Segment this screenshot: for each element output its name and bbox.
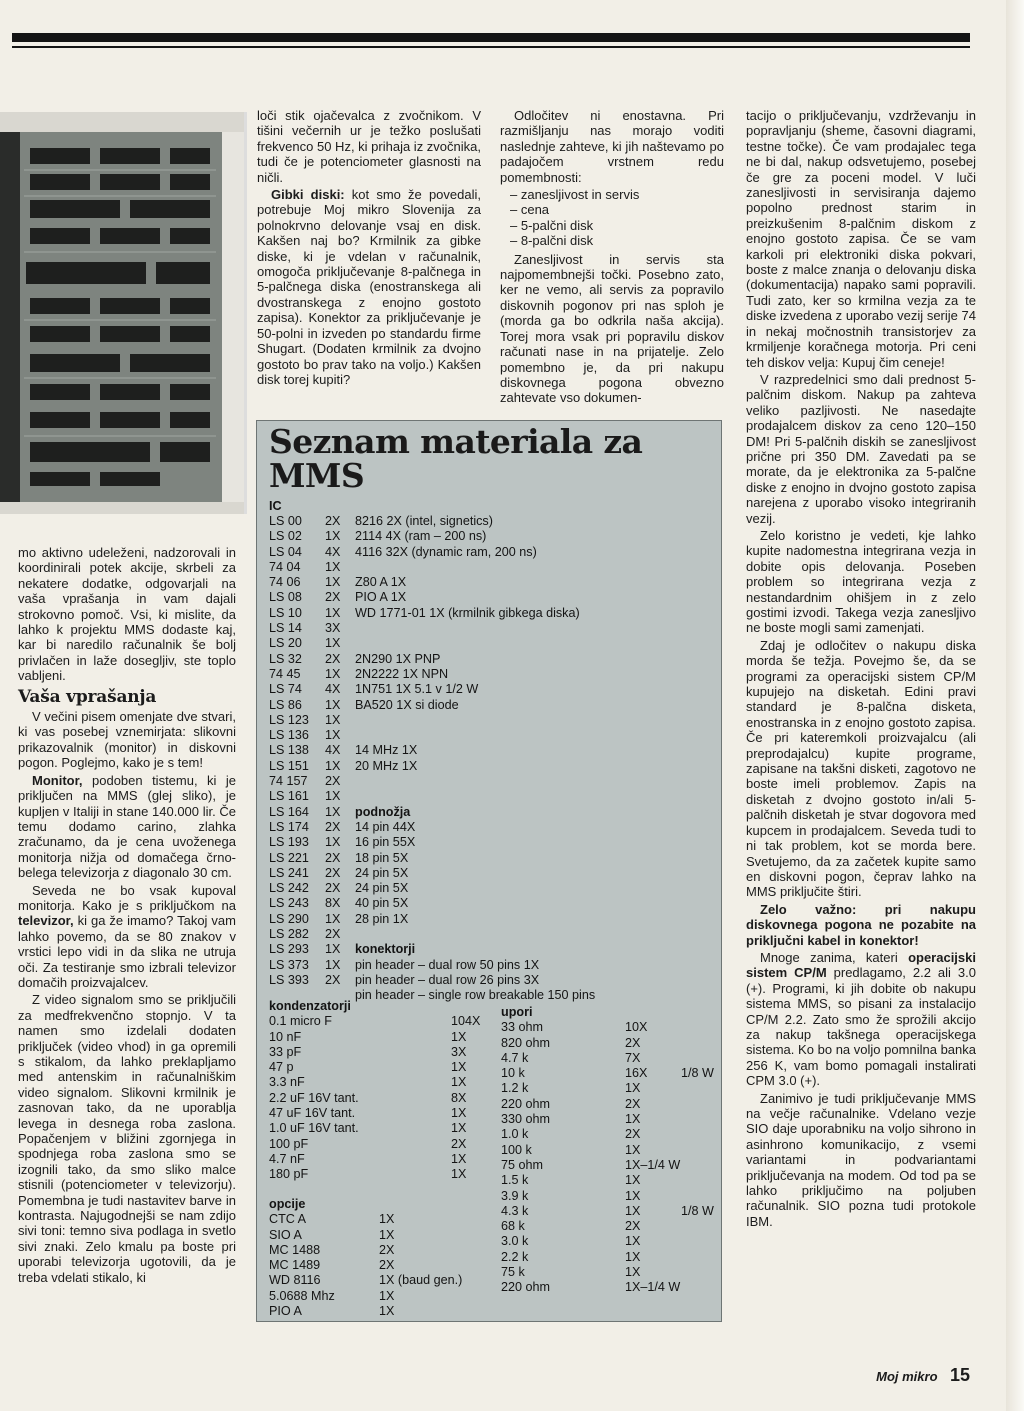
table-cell: 1X [325,575,341,590]
col2-paragraph-disks [257,187,481,387]
column-4 [746,108,976,1231]
table-cell: 1X [625,1112,641,1127]
table-cell: 2X [625,1127,641,1142]
table-cell: 1X [451,1151,467,1166]
table-cell: 1X [625,1265,641,1280]
table-row [269,1304,499,1319]
table-row [501,1081,711,1096]
table-cell: 2X [625,1035,641,1050]
table-cell: 3.3 nF [269,1075,305,1090]
table-cell: 16 pin 55X [355,835,416,850]
table-cell: 1X [451,1029,467,1044]
table-row [269,1152,499,1167]
table-cell: LS 393 [269,972,309,987]
table-cell: 1X [325,804,341,819]
options-section [269,1197,499,1319]
table-cell: 3.0 k [501,1234,529,1249]
table-cell: WD 8116 [269,1273,321,1288]
table-cell: 2N2222 1X NPN [355,666,449,681]
table-cell: LS 174 [269,819,309,834]
table-row [501,1051,711,1066]
table-cell: 1/8 W [681,1066,714,1081]
table-cell: 7X [625,1050,641,1065]
table-cell: 14 MHz 1X [355,743,418,758]
table-cell: LS 293 [269,942,309,957]
table-cell: 33 ohm [501,1020,544,1035]
table-cell: 1X [625,1081,641,1096]
table-cell: LS 136 [269,728,309,743]
table-cell: 1X [325,942,341,957]
table-row [501,1066,714,1081]
table-cell: 1X [325,666,341,681]
table-cell: 2114 4X (ram – 200 ns) [355,529,487,544]
table-cell: Z80 A 1X [355,575,407,590]
table-row [501,1112,711,1127]
table-row [501,1203,714,1219]
table-cell: SIO A [269,1227,302,1242]
bold-term: Zelo važno: pri nakupu diskovnega pogona ne pozabite na priključni kabel in konektor! [746,901,976,948]
table-row [269,1167,499,1182]
col1-intro: mo aktivno udeleženi, nadzorovali in koordinirali potek akcije, skrbeli za nekatere dodatke, odgovarjali na vaša vprašanja in vam dajali strokovno pomoč. Vsi, ki mislite, da lahko k projektu MMS dodaste kaj, kar bi naredilo računalnik še bolj privlačen in laže dosegljiv, ste toplo vabljeni. [18,545,236,684]
table-cell: 5.0688 Mhz [269,1288,335,1303]
table-row [501,1250,711,1265]
page-number: 15 [949,1365,970,1385]
table-cell: 2X [325,819,341,834]
table-cell: 8X [325,896,341,911]
capacitors-label: kondenzatorji [269,999,351,1013]
table-cell: 1X [379,1288,395,1303]
options-table [269,1212,499,1319]
table-cell: 1X [325,636,341,651]
table-cell: 8216 2X (intel, signetics) [355,514,493,528]
table-cell: 74 06 [269,575,301,590]
circuit-board-image [0,112,244,514]
col2-paragraph: loči stik ojačevalca z zvočnikom. V tišini večernih ur je težko poslušati frekvenco 50 Hz, ki prihaja iz zvočnika, tudi če je potenciometer glasnosti na ničli. [257,108,481,185]
col4-paragraph: tacijo o priključevanju, vzdrževanju in popravljanju (sheme, časovni diagrami, testne točke). Če vam prodajalec tega ne bi dal, nakup odsvetujemo, posebej če gre za poceni model. V luči zanesljivosti in servisiranja dajemo popolno prednost starim in preizkušenim 8-palčnim diskom z enojno gostoto zapisa. Če se vam karkoli pri elektroniki diska pokvari, boste z malce znanja o delovanju diska (dokumentacija) napako sami popravili. Tudi zato, ker so krmilna vezja za te diske izvedena z uporabo vezij serije 74 in nekaj močnostnih transistorjev za krmiljenje koračnega motorja. Pri ceni teh diskov velja: Kupuj čim ceneje! [746,108,976,370]
table-cell: 2X [325,850,341,865]
table-cell: LS 02 [269,529,302,544]
table-row [269,1106,499,1121]
table-cell: 0.1 micro F [269,1014,332,1029]
table-cell: 24 pin 5X [355,865,409,880]
table-row [501,1234,711,1249]
table-row [269,1273,499,1288]
table-row [269,1258,499,1273]
table-cell: 8X [451,1090,467,1105]
table-cell: LS 164 [269,804,309,819]
table-cell: 2.2 uF 16V tant. [269,1090,359,1105]
table-cell: WD 1771-01 1X (krmilnik gibkega diska) [355,605,580,620]
table-row [269,1045,499,1060]
table-cell: 20 MHz 1X [355,758,418,773]
table-cell: LS 282 [269,927,309,942]
table-cell: 2X [379,1258,395,1273]
paragraph-text: kot smo že povedali, potrebuje Moj mikro Slovenija za polnokrvno delovanje vsaj en disk. Kakšen naj bo? Krmilnik za gibke diske, ki je vdelan v računalnik, omogoča priključevanje 8-palčnega in 5-palčnega diska (enostranskega ali dvostranskega z enojno gostoto zapisa). Konektor za priključevanje je 50-polni in izveden po standardu firme Shugart. (Dodaten krmilnik za dvojno gostoto bo prav tako na voljo.) Kakšen disk torej kupiti? [257,187,481,387]
table-cell: 4.3 k [501,1203,529,1218]
table-cell: pin header – dual row 50 pins 1X [355,957,540,972]
table-cell: 33 pF [269,1044,302,1059]
table-cell: 1X [379,1212,395,1227]
table-cell: 2X [325,865,341,880]
bold-term: televizor, [18,913,74,929]
table-row [269,1228,499,1243]
table-cell: 1X–1/4 W [625,1157,681,1172]
table-cell: 1X [325,728,341,743]
table-cell: LS 20 [269,636,302,651]
col4-paragraph: Zdaj je odločitev o nakupu diska morda še težja. Povejmo še, da se programi za operacijski sistem CP/M kupujejo na disketah. Edini pravi standard je 8-palčna disketa, enostranska in z enojno gostoto zapisa. Če pri kateremkoli proizvajalcu (ali preprodajalcu) kupite programe, zapisane na takšni disketi, zagotovo ne boste imeli problemov. Zapis na disketah z dvojno gostoto in/ali 5-palčnih disketah je stvar dogovora med kupcem in prodajalcem. Seveda tudi to ni tak problem, kot se morda bere. Svetujemo, da za začetek kupite samo en diskovni pogon, čeprav lahko na MMS priključite štiri. [746,637,976,900]
table-cell: LS 193 [269,835,309,850]
table-cell: 4X [325,544,341,559]
table-cell: 1X [325,957,341,972]
table-cell: 1X [325,911,341,926]
table-cell: LS 74 [269,682,302,697]
bold-term: Gibki diski: [271,187,345,203]
table-cell: 1X [379,1227,395,1242]
table-cell: PIO A [269,1304,302,1319]
materials-list-box [256,420,722,1322]
table-cell: 1X [625,1249,641,1264]
table-cell: 1X [625,1173,641,1188]
table-row [501,1097,711,1112]
table-cell: 1X [625,1142,641,1157]
table-cell: 2X [325,972,341,987]
table-cell: 47 uF 16V tant. [269,1106,356,1121]
table-cell: LS 08 [269,590,302,605]
top-rule [12,33,970,42]
paragraph-text: predlagamo, 2.2 ali 3.0 (+). Programi, ki jih dobite ob nakupu sistema MMS, so pisani za instalacijo CP/M 2.2. Zato smo že sprožili akcijo za nakup takšnega operacijskega sistema. Ko bo na voljo pomnilna banka 256 K, vam bomo pomagali instalirati CPM 3.0 (+). [746,965,976,1089]
table-cell: 1X–1/4 W [625,1280,681,1295]
table-row [501,1158,711,1173]
table-cell: LS 32 [269,651,302,666]
table-cell: 10X [625,1020,648,1035]
table-cell: MC 1488 [269,1242,321,1257]
table-cell: CTC A [269,1212,307,1227]
table-cell: 1X (baud gen.) [379,1273,463,1288]
col1-paragraph-tv [18,883,236,991]
table-cell: 1X [625,1203,641,1218]
table-cell: LS 14 [269,621,302,636]
table-cell: LS 138 [269,743,309,758]
table-row [501,1173,711,1188]
table-cell: konektorji [355,942,416,957]
table-cell: 180 pF [269,1167,309,1182]
list-item: – zanesljivost in servis [510,187,724,202]
table-cell: 2X [325,514,341,528]
table-cell: LS 221 [269,850,309,865]
table-row [269,1014,499,1029]
table-cell: 14 pin 44X [355,819,416,834]
table-cell: LS 10 [269,605,302,620]
table-cell: 28 pin 1X [355,911,409,926]
col1-paragraph-monitor [18,773,236,881]
col3-paragraph: Zanesljivost in servis sta najpomembnejši točki. Posebno zato, ker ne vemo, ali servis za popravilo diskovnih pogonov pri nas sploh je (morda ga bo odkrila naša akcija). Torej mora vsak pri popravilu diskov računati nase in na prijatelje. Zelo pomembno je, da pri nakupu diskovnega pogona obvezno zahtevate vso dokumen- [500,251,724,406]
table-cell: 2X [625,1219,641,1234]
table-cell: 68 k [501,1219,525,1234]
table-row [501,1143,711,1158]
table-row [269,1212,499,1227]
page-edge [1006,0,1024,1411]
resistors-table [501,1020,714,1295]
table-row [501,1189,711,1204]
table-cell: 24 pin 5X [355,881,409,896]
list-item: – cena [510,202,724,217]
table-cell: pin header – single row breakable 150 pins [355,988,596,1003]
table-row [269,1030,499,1045]
col1-paragraph: V večini pisem omenjate dve stvari, ki vas posebej vznemirjata: slikovni prikazovalnik (monitor) in diskovni pogon. Poglejmo, kako je s tem! [18,709,236,771]
list-item: – 5-palčni disk [510,218,724,233]
table-cell: 1/8 W [681,1203,714,1218]
table-cell: 4X [325,682,341,697]
table-cell: 4116 32X (dynamic ram, 200 ns) [355,544,537,559]
table-cell: 18 pin 5X [355,850,409,865]
paragraph-text: Mnoge zanima, kateri [760,949,909,965]
table-cell: 1X [625,1188,641,1203]
table-cell: 1X [325,559,341,574]
paragraph-text: podoben tistemu, ki je priključen na MMS (glej sliko), je kupljen v Italiji in stane 140.000 lir. Če temu dodamo carino, zlahka zračunamo, da je cena uvoženega monitorja nižja od domačega črno-belega televizorja z diagonalo 30 cm. [18,772,236,881]
table-cell: 4.7 nF [269,1151,305,1166]
table-cell: 74 157 [269,774,308,789]
table-cell: pin header – dual row 26 pins 3X [355,972,540,987]
table-cell: MC 1489 [269,1258,321,1273]
table-cell: 330 ohm [501,1112,551,1127]
bold-term: Monitor, [32,772,83,788]
table-row [269,1060,499,1075]
table-cell: 2X [379,1242,395,1257]
table-cell: 2X [325,881,341,896]
table-cell: 75 k [501,1265,525,1280]
table-cell: BA520 1X si diode [355,697,459,712]
table-row [501,1265,711,1280]
table-cell: 2N290 1X PNP [355,651,441,666]
table-cell: 1.0 uF 16V tant. [269,1121,359,1136]
table-cell: 1X [451,1121,467,1136]
table-cell: 1X [325,605,341,620]
table-cell: 3.9 k [501,1188,529,1203]
table-cell: 1X [325,789,341,804]
table-cell: 10 k [501,1066,525,1081]
table-cell: 220 ohm [501,1280,551,1295]
table-row [269,1137,499,1152]
table-cell: 4.7 k [501,1050,529,1065]
table-cell: 3X [325,621,341,636]
table-cell: LS 123 [269,712,309,727]
col4-paragraph-cpm [746,950,976,1089]
table-cell: 2X [451,1136,467,1151]
table-cell: 2.2 k [501,1249,529,1264]
table-cell: 16X [625,1066,648,1081]
table-cell: 1.5 k [501,1173,529,1188]
table-cell: 74 45 [269,666,301,681]
table-cell: 1X [625,1234,641,1249]
table-row [269,1121,499,1136]
table-cell: 820 ohm [501,1035,551,1050]
ic-label: IC [269,499,282,513]
column-1 [18,545,236,1287]
table-cell: PIO A 1X [355,590,407,605]
bold-term: operacijski sistem CP/M [746,949,976,981]
table-row [501,1036,711,1051]
table-row [501,1020,711,1035]
table-cell: LS 151 [269,758,309,773]
table-cell: 40 pin 5X [355,896,409,911]
table-cell: LS 242 [269,881,309,896]
magazine-name: Moj mikro [876,1369,938,1384]
table-row [269,1289,499,1304]
top-rule-thin [12,46,970,48]
column-2 [257,108,481,389]
table-row [269,1075,499,1090]
capacitors-table [269,1014,499,1182]
table-cell: 1X [325,697,341,712]
table-cell: 2X [325,927,341,942]
table-cell: 3X [451,1044,467,1059]
table-cell: 1.2 k [501,1081,529,1096]
table-cell: LS 290 [269,911,309,926]
table-cell: 1X [451,1060,467,1075]
table-cell: 100 k [501,1142,532,1157]
column-3 [500,108,724,408]
col4-paragraph: Zanimivo je tudi priključevanje MMS na večje računalnike. Vdelano vezje SIO daje uporabniku na voljo sihrono in asinhrono komunikacijo, z vsemi variantami in podvariantami priključevanja na modem. Od tod pa se lahko priključimo na poljuben računalnik. SIO pozna tudi protokole IBM. [746,1090,976,1229]
resistors-label: upori [501,1005,533,1019]
list-item: – 8-palčni disk [510,233,724,248]
table-cell: 1N751 1X 5.1 v 1/2 W [355,682,479,697]
resistors-section [501,1005,714,1296]
table-cell: 1X [451,1167,467,1182]
table-cell: 1X [325,712,341,727]
table-cell: LS 161 [269,789,309,804]
table-cell: LS 243 [269,896,309,911]
table-cell: 2X [625,1096,641,1111]
table-cell: 104X [451,1014,481,1029]
table-cell: 10 nF [269,1029,302,1044]
table-cell: 2X [325,590,341,605]
table-cell: LS 04 [269,544,302,559]
materials-list-title: Seznam materiala za MMS [269,422,643,495]
paragraph-text: ki ga že imamo? Takoj vam lahko povemo, da se 80 znakov v vrstici lepo vidi in da slika ne utruja oči. Za testiranje smo izbrali televizor domačih proizvajalcev. [18,913,236,990]
table-cell: 1X [451,1075,467,1090]
table-cell: LS 241 [269,865,309,880]
table-cell: 47 p [269,1060,294,1075]
table-cell: 1X [325,758,341,773]
capacitors-section [269,999,499,1183]
table-cell: 1.0 k [501,1127,529,1142]
table-cell: LS 373 [269,957,309,972]
table-cell: 74 04 [269,559,301,574]
col1-paragraph: Z video signalom smo se priključili za medfrekvenčno stopnjo. V ta namen smo izdelali dodaten priključek (video vhod) in ga opremili s stikalom, da lahko preklapljamo med antenskim in računalniškim video signalom. Slikovni krmilnik je zasnovan tako, da ne uporablja levega in desnega roba zaslona. Popačenjem v bližini zgornjega in spodnjega roba zaslona smo se izognili tako, da smo sliko malce stisnili (potenciometer v televizorju). Pomembna je tudi nastavitev barve in kontrasta. Najugodnejši se nam zdijo sivi toni: temno siva podlaga in svetlo sivi znaki. Zelo kmalu pa boste pri uporabi televizorja ugotovili, da je treba vdelati stikalo, ki [18,992,236,1285]
requirements-list [500,187,724,249]
circuit-board-photo [0,112,247,514]
options-label: opcije [269,1197,306,1211]
table-row [269,1091,499,1106]
table-row [269,1243,499,1258]
table-cell: podnožja [355,804,411,819]
paragraph-text: Seveda ne bo vsak kupoval monitorja. Kako je s priključkom na [18,882,236,913]
table-cell: 1X [325,529,341,544]
col4-important-note [746,902,976,948]
col4-paragraph: V razpredelnici smo dali prednost 5-palčnim diskom. Nakup pa zahteva veliko pazljivosti. Ne nasedajte prodajalcem diskov za ceno 120–150 DM! Pri 5-palčnih diskih se zanesljivost prične pri 350 DM. Zavedati pa se morate, da je elektronika za 5-palčne diske z enojno in dvojno gostoto zapisa narejena z uporabo visoko integriranih vezij. [746,371,976,526]
table-row [501,1219,711,1234]
table-cell: 2X [325,651,341,666]
table-row [501,1280,711,1295]
page-footer [876,1365,970,1386]
section-heading-questions: Vaša vprašanja [18,686,157,707]
table-cell: 4X [325,743,341,758]
table-cell: 2X [325,774,341,789]
table-cell: 75 ohm [501,1157,544,1172]
table-cell: 220 ohm [501,1096,551,1111]
table-cell: 100 pF [269,1136,309,1151]
table-cell: LS 00 [269,514,302,528]
table-cell: 1X [325,835,341,850]
table-cell: 1X [451,1106,467,1121]
table-row [501,1127,711,1142]
table-cell: LS 86 [269,697,302,712]
col3-paragraph: Odločitev ni enostavna. Pri razmišljanju nas morajo voditi naslednje zahteve, ki jih naštevamo po padajočem vrstnem redu pomembnosti: [500,108,724,185]
col4-paragraph: Zelo koristno je vedeti, kje lahko kupite nadomestna integrirana vezja in dobite opis delovanja. Poseben problem so integrirana vezja z nestandardnim ohišjem in z zelo gostimi izvodi. Takega vezja zanesljivo ne boste mogli sami zamenjati. [746,527,976,636]
table-cell: 1X [379,1304,395,1319]
